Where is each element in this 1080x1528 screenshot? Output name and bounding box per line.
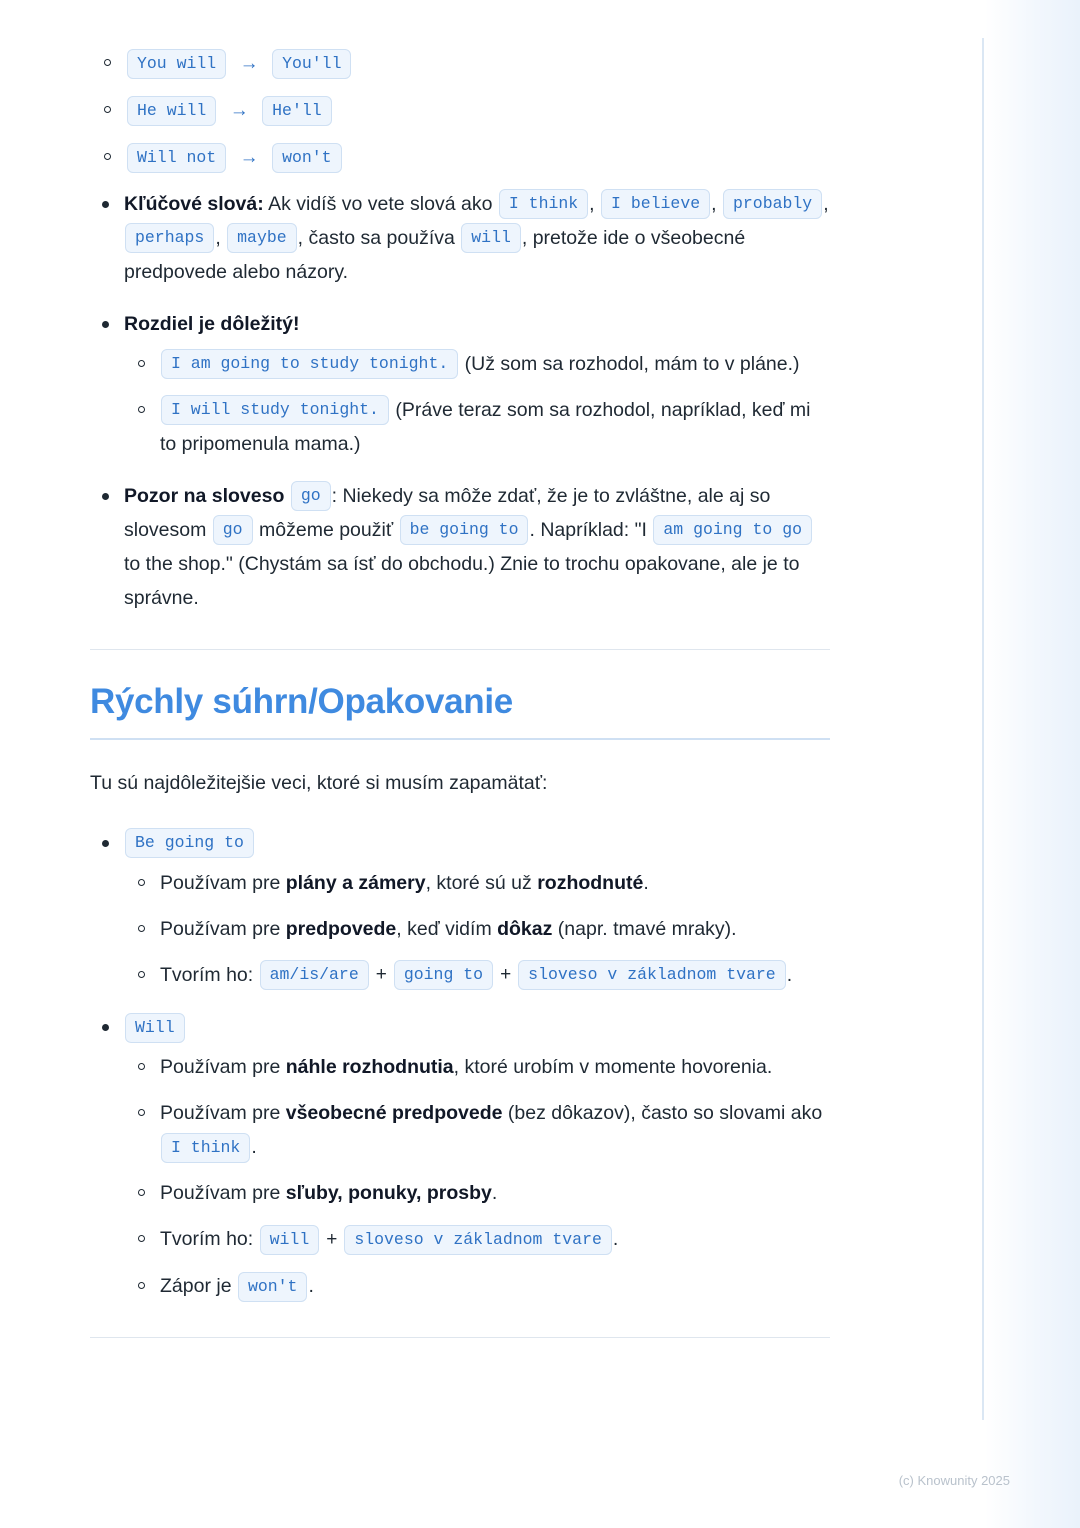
text-bold: náhle rozhodnutia bbox=[285, 1056, 454, 1079]
list-item-go-verb bbox=[90, 479, 830, 615]
text-bold-2: rozhodnuté bbox=[537, 871, 644, 894]
section-divider bbox=[90, 649, 830, 650]
keyword-chip-probably: probably bbox=[723, 189, 822, 219]
text-mid: , keď vidím bbox=[396, 917, 498, 940]
formula-chip-will: will bbox=[260, 1225, 320, 1255]
list-item-negative bbox=[124, 1269, 830, 1303]
keywords-text-3: , pretože ide o všeobecné predpovede alebo názory. bbox=[124, 226, 746, 283]
formula-pre: Tvorím ho: bbox=[160, 963, 259, 986]
text-post: (napr. tmavé mraky). bbox=[552, 917, 737, 940]
example-chip-going-to: I am going to study tonight. bbox=[161, 349, 458, 379]
contraction-to-chip: He'll bbox=[262, 96, 332, 126]
chip-i-think: I think bbox=[161, 1133, 250, 1163]
keyword-chip-maybe: maybe bbox=[227, 223, 297, 253]
arrow-icon: → bbox=[239, 52, 259, 74]
go-text-3: . Napríklad: "I bbox=[529, 518, 653, 541]
keyword-chip-i-believe: I believe bbox=[601, 189, 710, 219]
text-pre: Používam pre bbox=[160, 1182, 286, 1205]
negative-pre: Zápor je bbox=[160, 1275, 237, 1298]
list-item bbox=[90, 140, 830, 175]
comma: , bbox=[711, 192, 717, 215]
list-item bbox=[124, 1176, 830, 1210]
difference-label: Rozdiel je dôležitý! bbox=[124, 312, 300, 335]
example-chip-will: I will study tonight. bbox=[161, 395, 389, 425]
go-text-2: môžeme použiť bbox=[253, 518, 399, 541]
formula-chip-base-verb: sloveso v základnom tvare bbox=[344, 1225, 612, 1255]
list-item bbox=[124, 866, 830, 900]
text-bold: plány a zámery bbox=[285, 871, 426, 894]
text-bold: predpovede bbox=[285, 917, 397, 940]
list-item bbox=[124, 912, 830, 946]
text-bold: sľuby, ponuky, prosby bbox=[285, 1182, 492, 1205]
example-text: (Už som sa rozhodol, mám to v pláne.) bbox=[459, 352, 800, 375]
go-chip-am-going-to-go: am going to go bbox=[653, 515, 812, 545]
text-pre: Používam pre bbox=[160, 1056, 286, 1079]
go-chip-2: go bbox=[213, 515, 253, 545]
summary-intro: Tu sú najdôležitejšie veci, ktoré si musím zapamätať: bbox=[90, 771, 548, 794]
text-pre: Používam pre bbox=[160, 871, 286, 894]
page-right-rule bbox=[982, 38, 984, 1420]
list-item bbox=[124, 393, 830, 461]
contractions-list bbox=[90, 46, 830, 175]
text-post: . bbox=[491, 1182, 498, 1205]
list-item bbox=[90, 46, 830, 81]
copyright-footer: (c) Knowunity 2025 bbox=[898, 1473, 1010, 1488]
go-text-1: : Niekedy sa môže zdať, že je to zvláštne, ale aj so slovesom bbox=[124, 484, 771, 541]
formula-post: . bbox=[612, 1228, 619, 1251]
negative-chip-wont: won't bbox=[238, 1272, 308, 1302]
bottom-divider bbox=[90, 1337, 830, 1338]
contraction-from-chip: He will bbox=[127, 96, 216, 126]
list-item-keywords bbox=[90, 187, 830, 289]
text-mid: (bez dôkazov), často so slovami ako bbox=[502, 1102, 823, 1125]
list-item bbox=[124, 1096, 830, 1164]
text-mid: , ktoré sú už bbox=[425, 871, 538, 894]
summary-list bbox=[90, 826, 830, 1304]
go-chip-1: go bbox=[291, 481, 331, 511]
list-item bbox=[124, 347, 830, 381]
go-text-4: to the shop." (Chystám sa ísť do obchodu.) Znie to trochu opakovane, ale je to správne. bbox=[124, 552, 800, 609]
go-chip-be-going-to: be going to bbox=[400, 515, 529, 545]
keywords-text-2: , často sa používa bbox=[297, 226, 461, 249]
group-chip-be-going-to: Be going to bbox=[125, 828, 254, 858]
text-post: . bbox=[251, 1136, 257, 1159]
keywords-label: Kľúčové slová: bbox=[124, 192, 264, 215]
page-title: Rýchly súhrn/Opakovanie bbox=[90, 681, 513, 721]
text-bold-2: dôkaz bbox=[497, 917, 553, 940]
formula-chip-base-verb: sloveso v základnom tvare bbox=[518, 960, 786, 990]
text-mid: , ktoré urobím v momente hovorenia. bbox=[453, 1056, 773, 1079]
comma: , bbox=[215, 226, 221, 249]
plus-sign: + bbox=[326, 1229, 338, 1251]
heading-underline bbox=[90, 738, 830, 740]
summary-sublist bbox=[124, 866, 830, 993]
example-text: (Práve teraz som sa rozhodol, napríklad, keď mi to pripomenula mama.) bbox=[160, 398, 811, 455]
list-item-formula bbox=[124, 958, 830, 993]
plus-sign: + bbox=[375, 964, 387, 986]
plus-sign: + bbox=[500, 964, 512, 986]
keywords-text-1: Ak vidíš vo vete slová ako bbox=[263, 192, 498, 215]
contraction-from-chip: You will bbox=[127, 49, 226, 79]
formula-pre: Tvorím ho: bbox=[160, 1228, 259, 1251]
list-item bbox=[124, 1050, 830, 1084]
text-pre: Používam pre bbox=[160, 917, 286, 940]
negative-post: . bbox=[308, 1275, 314, 1298]
list-item-formula bbox=[124, 1222, 830, 1257]
contraction-from-chip: Will not bbox=[127, 143, 226, 173]
text-bold: všeobecné predpovede bbox=[285, 1102, 503, 1125]
keyword-chip-i-think: I think bbox=[499, 189, 588, 219]
go-label: Pozor na sloveso bbox=[124, 484, 285, 507]
document-content bbox=[90, 40, 830, 1368]
summary-sublist bbox=[124, 1050, 830, 1303]
page-right-margin-strip bbox=[972, 0, 1080, 1528]
main-bullet-list bbox=[90, 187, 830, 615]
summary-group-will bbox=[90, 1010, 830, 1303]
group-chip-will: Will bbox=[125, 1013, 185, 1043]
keyword-chip-perhaps: perhaps bbox=[125, 223, 214, 253]
formula-chip-going-to: going to bbox=[394, 960, 493, 990]
text-pre: Používam pre bbox=[160, 1102, 286, 1125]
text-post: . bbox=[643, 871, 649, 894]
formula-post: . bbox=[786, 963, 793, 986]
list-item-difference bbox=[90, 307, 830, 461]
keyword-chip-will: will bbox=[461, 223, 521, 253]
summary-group-be-going-to bbox=[90, 826, 830, 993]
formula-chip-am-is-are: am/is/are bbox=[260, 960, 369, 990]
list-item bbox=[90, 93, 830, 128]
arrow-icon: → bbox=[229, 99, 249, 121]
comma: , bbox=[589, 192, 595, 215]
comma: , bbox=[823, 192, 829, 215]
contraction-to-chip: You'll bbox=[272, 49, 351, 79]
difference-sublist bbox=[124, 347, 830, 461]
contraction-to-chip: won't bbox=[272, 143, 342, 173]
arrow-icon: → bbox=[239, 146, 259, 168]
